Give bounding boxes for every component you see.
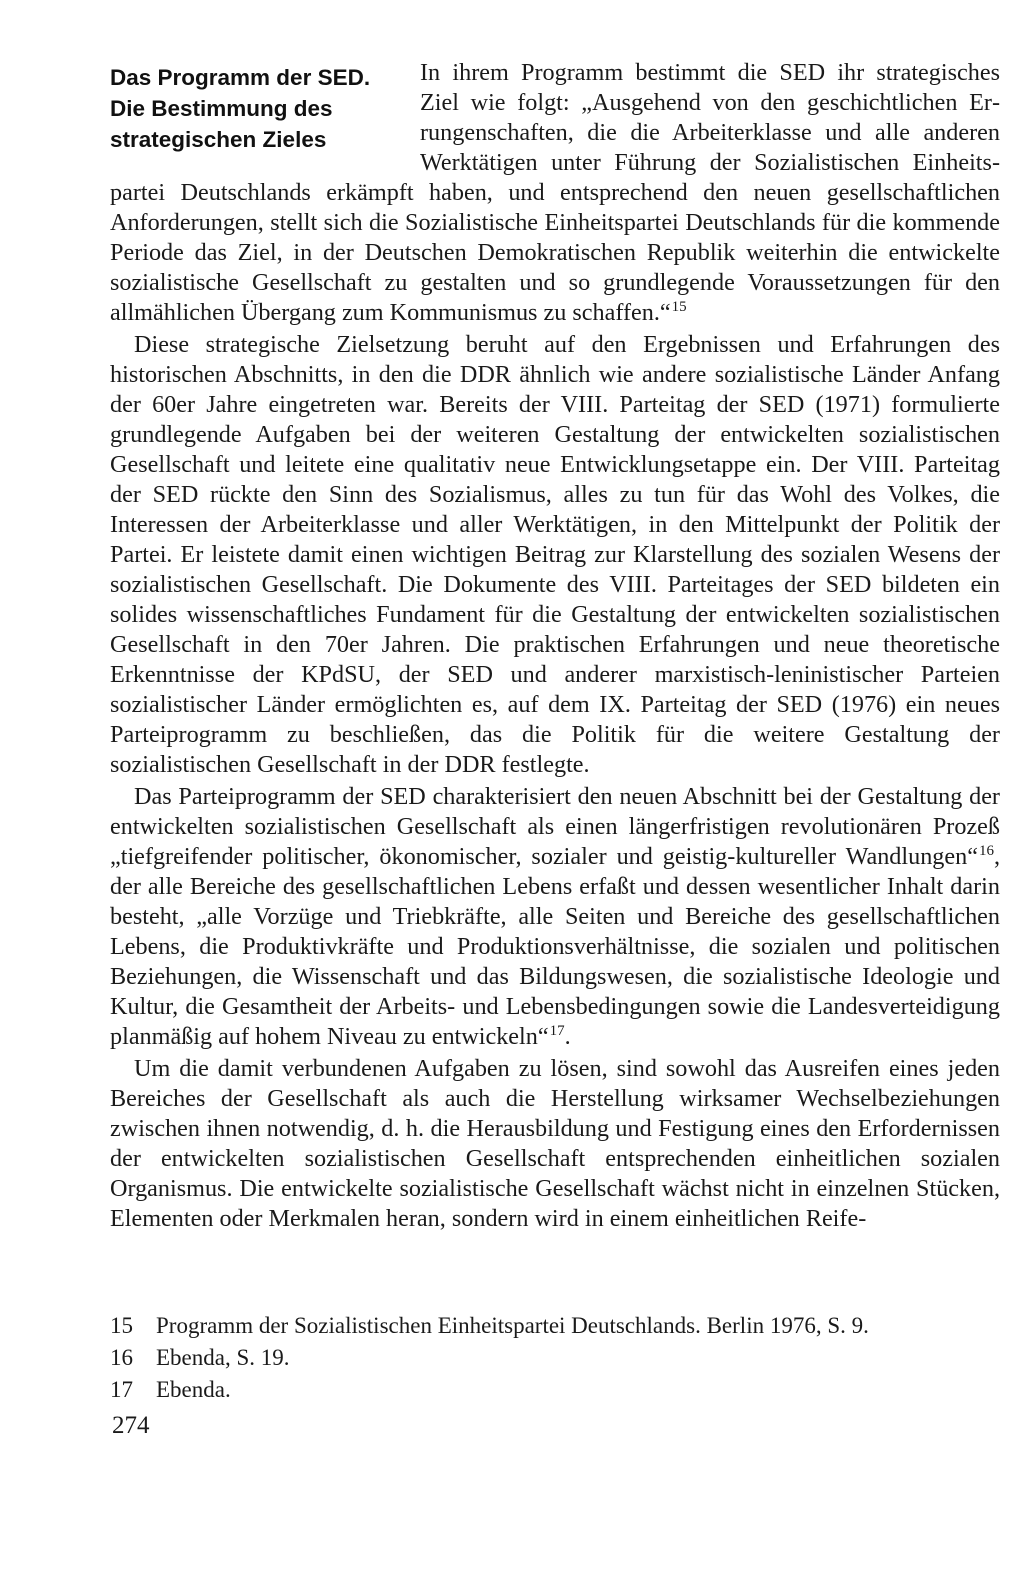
paragraph-3 — [110, 782, 1000, 1052]
footnote-text: Programm der Sozialistischen Einheitspartei Deutschlands. Berlin 1976, S. 9. — [156, 1313, 869, 1338]
footnote-number: 16 — [110, 1345, 133, 1370]
footnote-15 — [110, 1310, 1000, 1341]
section-heading — [110, 62, 410, 155]
footnote-number: 15 — [110, 1313, 133, 1338]
paragraph-2 — [110, 330, 1000, 780]
page-body — [110, 58, 1000, 1236]
page-number: 274 — [112, 1412, 150, 1439]
footnotes — [110, 1310, 1000, 1406]
paragraph-3-text-c: . — [564, 1023, 571, 1050]
paragraph-3-text-b: , der alle Bereiche des gesellschaftlichen Lebens erfaßt und dessen wesentlicher Inhalt darin besteht, „alle Vorzüge und Triebkräfte, alle Seiten und Bereiche des gesellschaftlichen Lebens, die Produktivkräfte und Produktionsverhältnisse, die sozialen und politischen Beziehungen, die Wissenschaft und das Bildungswesen, die sozialistische Ideologie und Kultur, die Gesamtheit der Arbeits- und Lebensbedingungen sowie die Landesverteidigung planmäßig auf hohem Niveau zu entwickeln“ — [110, 843, 1000, 1050]
footnote-text: Ebenda, S. 19. — [156, 1345, 290, 1370]
paragraph-4 — [110, 1054, 1000, 1234]
footnote-text: Ebenda. — [156, 1377, 231, 1402]
paragraph-3-text-a: Das Parteiprogramm der SED charakterisiert den neuen Abschnitt bei der Gestaltung der entwickelten sozialistischen Gesellschaft als einen längerfristigen revolutionären Prozeß „tiefgreifender politischer, ökonomischer, sozialer und geistig-kultureller Wandlungen“ — [110, 783, 1000, 870]
footnote-ref-16: 16 — [978, 842, 994, 859]
paragraph-1-text: In ihrem Programm bestimmt die SED ihr strategisches Ziel wie folgt: „Ausgehend von den geschichtlichen Errungenschaften, die die Arbeiterklasse und alle anderen Werktätigen unter Führung der Sozialistischen Einheitspartei Deutschlands erkämpft haben, und entsprechend den neuen gesellschaftlichen Anforderungen, stellt sich die Sozialistische Einheitspartei Deutschlands für die kommende Periode das Ziel, in der Deutschen Demokratischen Republik weiterhin die entwickelte sozialistische Gesellschaft zu gestalten und so grundlegende Voraussetzungen für den allmählichen Übergang zum Kommunismus zu schaffen.“ — [110, 59, 1000, 326]
footnote-17 — [110, 1374, 1000, 1405]
section-heading-line-1: Das Programm der SED. — [110, 65, 371, 90]
section-heading-line-2: Die Bestimmung des — [110, 96, 333, 121]
footnote-16 — [110, 1342, 1000, 1373]
footnote-number: 17 — [110, 1377, 133, 1402]
paragraph-4-text: Um die damit verbundenen Aufgaben zu lösen, sind sowohl das Ausreifen eines jeden Bereiches der Gesellschaft als auch die Herstellung wirksamer Wechselbeziehungen zwischen ihnen notwendig, d. h. die Herausbildung und Festigung eines den Erfordernissen der entwickelten sozialistischen Gesellschaft entsprechenden einheitlichen sozialen Organismus. Die entwickelte sozialistische Gesellschaft wächst nicht in einzelnen Stücken, Elementen oder Merkmalen heran, sondern wird in einem einheitlichen Reife- — [110, 1055, 1000, 1232]
section-heading-line-3: strategischen Zieles — [110, 127, 327, 152]
footnote-ref-15: 15 — [671, 298, 687, 315]
paragraph-2-text: Diese strategische Zielsetzung beruht auf den Ergebnissen und Erfahrungen des historischen Abschnitts, in den die DDR ähnlich wie andere sozialistische Länder Anfang der 60er Jahre eingetreten war. Bereits der VIII. Parteitag der SED (1971) formulierte grundlegende Aufgaben bei der weiteren Gestaltung der entwickelten sozialistischen Gesellschaft und leitete eine qualitativ neue Entwicklungsetappe ein. Der VIII. Parteitag der SED rückte den Sinn des Sozialismus, alles zu tun für das Wohl des Volkes, die Interessen der Arbeiterklasse und aller Werktätigen, in den Mittelpunkt der Politik der Partei. Er leistete damit einen wichtigen Beitrag zur Klarstellung des sozialen Wesens der sozialistischen Gesellschaft. Die Dokumente des VIII. Parteitages der SED bildeten ein solides wissenschaftliches Fundament für die Gestaltung der entwickelten sozialistischen Gesellschaft in den 70er Jahren. Die praktischen Erfahrungen und neue theoretische Erkenntnisse der KPdSU, der SED und anderer marxistisch-leninistischer Parteien sozialistischer Länder ermöglichten es, auf dem IX. Parteitag der SED (1976) ein neues Parteiprogramm zu beschließen, das die Politik für die weitere Gestaltung der sozialistischen Gesellschaft in der DDR festlegte. — [110, 331, 1000, 778]
footnote-ref-17: 17 — [549, 1022, 565, 1039]
